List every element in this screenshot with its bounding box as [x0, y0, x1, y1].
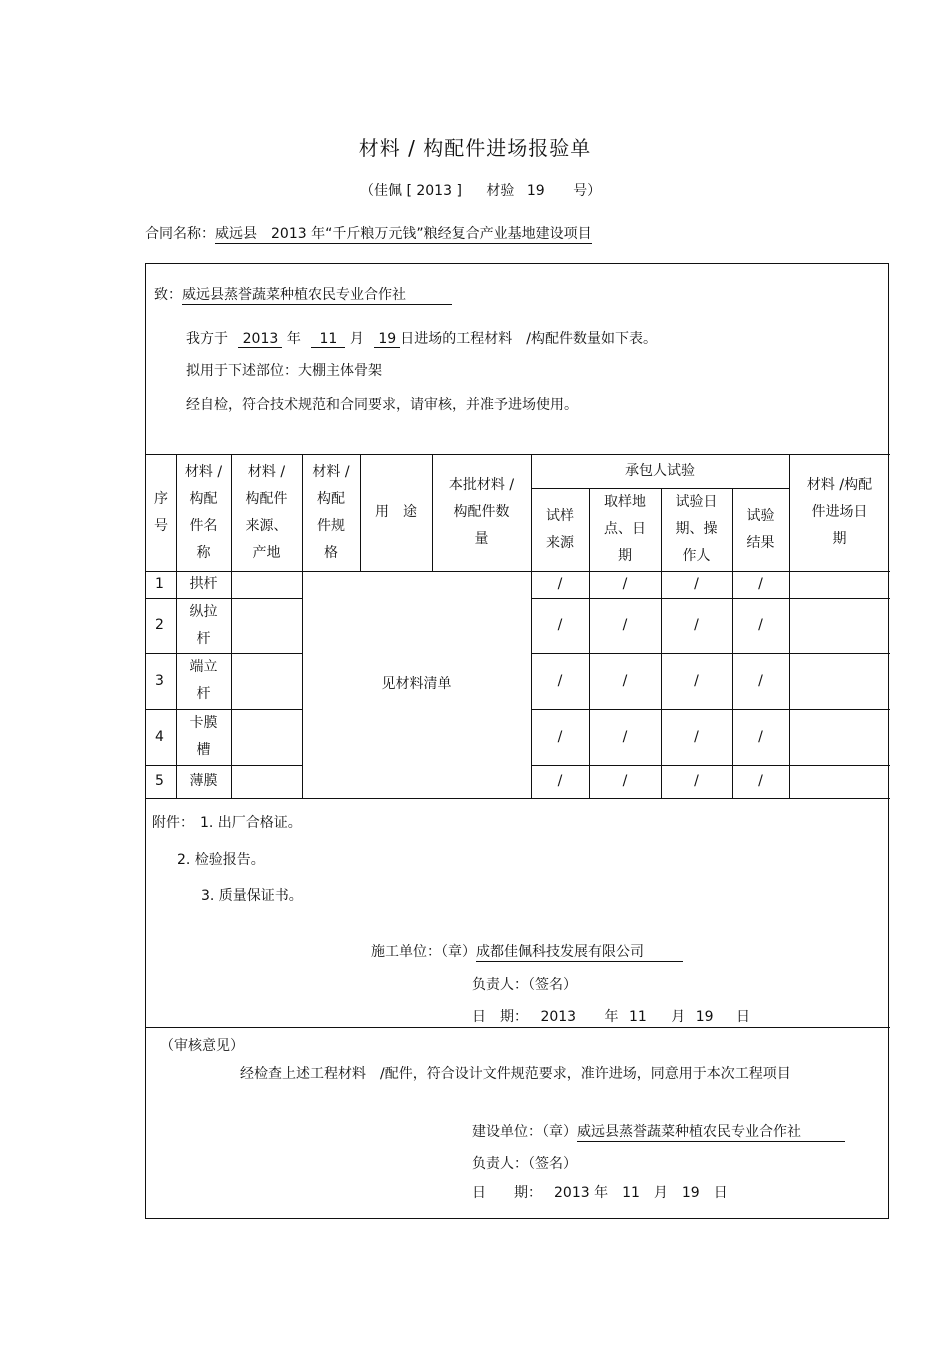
- attachment-item: 2. 检验报告。: [177, 852, 265, 868]
- merged-note: 见材料清单: [381, 676, 452, 692]
- row-sample-place: /: [622, 576, 628, 592]
- row-seq: 2: [155, 617, 164, 633]
- row-sample-place: /: [622, 617, 628, 633]
- row-seq: 4: [155, 728, 164, 745]
- report-form: [145, 263, 889, 1219]
- row-name: 薄膜: [189, 773, 218, 789]
- to-recipient: 威远县蒸誉蔬菜种植农民专业合作社: [182, 284, 452, 305]
- header-seq: 序 号: [154, 490, 168, 534]
- to-line: [154, 284, 452, 305]
- page-title: 材料 / 构配件进场报验单: [358, 136, 592, 160]
- statement-prefix: 我方于: [186, 331, 228, 347]
- row-sample-source: /: [557, 617, 563, 633]
- doc-number-open: （佳佩 [ 2013 ]: [360, 183, 462, 199]
- header-quantity: 本批材料 / 构配件数 量: [448, 477, 515, 547]
- owner-person: 负责人：（签名）: [472, 1156, 577, 1172]
- row-name: 纵拉 杆: [189, 603, 218, 647]
- attachments-label: 附件：: [152, 815, 194, 831]
- doc-number-prefix: 材验: [486, 183, 515, 199]
- contractor-unit: [371, 941, 683, 962]
- row-test-date: /: [694, 773, 699, 789]
- contract-name: [145, 223, 592, 244]
- owner-unit-name: 威远县蒸誉蔬菜种植农民专业合作社: [577, 1121, 845, 1142]
- contractor-unit-name: 成都佳佩科技发展有限公司: [476, 941, 683, 962]
- statement-month-unit: 月: [349, 331, 364, 347]
- contractor-date-label: 日 期：: [472, 1009, 528, 1025]
- owner-date-value: 2013 年 11 月 19 日: [554, 1185, 728, 1201]
- row-test-result: /: [758, 672, 763, 689]
- attachments-line-1: [152, 812, 302, 832]
- contractor-date-day: 19: [695, 1009, 714, 1025]
- row-sample-place: /: [622, 773, 628, 789]
- contract-label: 合同名称：: [145, 226, 215, 242]
- statement-line-3: 经自检，符合技术规范和合同要求，请审核，并准予进场使用。: [186, 397, 578, 413]
- header-use: 用 途: [375, 504, 417, 520]
- row-sample-place: /: [622, 672, 628, 689]
- contractor-date: [472, 1006, 750, 1026]
- row-name: 端立 杆: [189, 659, 218, 702]
- contractor-date-year: 2013: [540, 1009, 577, 1025]
- row-sample-source: /: [557, 728, 563, 745]
- owner-date: [472, 1182, 728, 1202]
- header-sample-place: 取样地 点、日 期: [604, 494, 646, 564]
- row-test-result: /: [758, 617, 763, 633]
- row-seq: 3: [155, 672, 164, 689]
- statement-suffix: 日进场的工程材料 /构配件数量如下表。: [400, 331, 657, 347]
- row-sample-source: /: [557, 773, 563, 789]
- header-contractor-test: 承包人试验: [625, 462, 695, 479]
- row-test-date: /: [694, 728, 699, 745]
- review-opinion: 经检查上述工程材料 /配件，符合设计文件规范要求，准许进场，同意用于本次工程项目: [240, 1066, 791, 1082]
- attachment-item: 3. 质量保证书。: [201, 888, 303, 904]
- contractor-date-year-unit: 年: [604, 1009, 619, 1025]
- contractor-unit-label: 施工单位：（章）: [371, 944, 476, 960]
- row-sample-place: /: [622, 728, 628, 745]
- header-test-result: 试验 结果: [746, 507, 775, 551]
- owner-unit-label: 建设单位：（章）: [472, 1124, 577, 1140]
- statement-month: 11: [311, 331, 345, 348]
- statement-year: 2013: [238, 331, 282, 348]
- contractor-date-month-unit: 月: [671, 1009, 686, 1025]
- statement-line-2: 拟用于下述部位：大棚主体骨架: [186, 363, 382, 379]
- statement-day: 19: [374, 331, 400, 348]
- doc-number-close: 号）: [573, 183, 602, 199]
- row-name: 卡膜 槽: [189, 715, 218, 758]
- owner-date-label: 日 期：: [472, 1185, 542, 1201]
- review-heading: （审核意见）: [160, 1038, 244, 1054]
- row-seq: 1: [155, 576, 164, 592]
- contractor-date-month: 11: [629, 1009, 647, 1025]
- row-sample-source: /: [557, 672, 563, 689]
- owner-unit: [472, 1121, 845, 1142]
- row-test-date: /: [694, 576, 699, 592]
- header-name: 材料 / 构配 件名 称: [184, 463, 223, 561]
- row-test-date: /: [694, 617, 699, 633]
- header-test-date: 试验日 期、操 作人: [675, 494, 718, 564]
- row-test-date: /: [694, 672, 699, 689]
- to-label: 致：: [154, 287, 182, 303]
- header-entry-date: 材料 /构配 件进场日 期: [806, 477, 873, 547]
- row-test-result: /: [758, 728, 763, 745]
- header-source: 材料 / 构配件 来源、 产地: [245, 463, 288, 561]
- row-sample-source: /: [557, 576, 563, 592]
- row-test-result: /: [758, 576, 763, 592]
- doc-number-value: 19: [526, 183, 545, 199]
- attachment-item: 1. 出厂合格证。: [200, 815, 302, 831]
- statement-year-unit: 年: [286, 331, 301, 347]
- row-name: 拱杆: [189, 576, 218, 592]
- contractor-date-day-unit: 日: [736, 1009, 751, 1025]
- contractor-person: 负责人：（签名）: [472, 977, 577, 993]
- row-test-result: /: [758, 773, 763, 789]
- document-number: [360, 180, 601, 200]
- contract-value: 威远县 2013 年“千斤粮万元钱”粮经复合产业基地建设项目: [215, 223, 592, 244]
- header-sample-source: 试样 来源: [546, 507, 574, 551]
- header-spec: 材料 / 构配 件规 格: [312, 463, 350, 561]
- statement-line-1: [186, 328, 657, 348]
- row-seq: 5: [155, 773, 164, 789]
